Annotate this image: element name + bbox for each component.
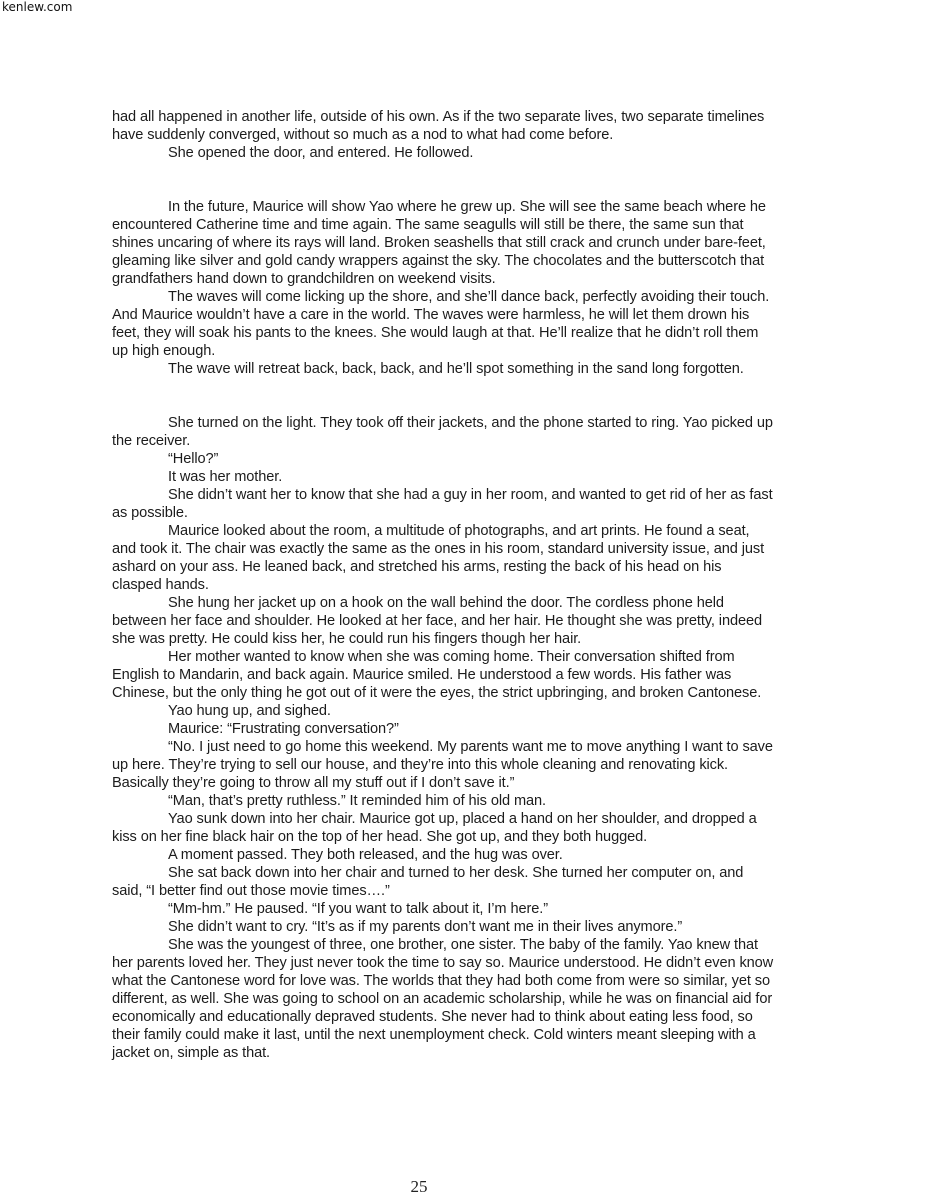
paragraph: “Hello?”	[168, 451, 219, 467]
page-body	[112, 108, 774, 1062]
paragraph: She didn’t want to cry. “It’s as if my parents don’t want me in their lives anymore.”	[168, 919, 683, 935]
paragraph: She sat back down into her chair and turned to her desk. She turned her computer on, and said, “I better find out those movie times….”	[112, 865, 744, 899]
watermark: kenlew.com	[2, 0, 73, 14]
paragraph: She opened the door, and entered. He followed.	[168, 145, 474, 161]
paragraph: Maurice looked about the room, a multitude of photographs, and art prints. He found a seat, and took it. The chair was exactly the same as the ones in his room, standard university issue, and just ashard on your ass. He leaned back, and stretched his arms, resting the back of his head on his clasped hands.	[112, 523, 765, 593]
paragraph: She hung her jacket up on a hook on the wall behind the door. The cordless phone held between her face and shoulder. He looked at her face, and her hair. He thought she was pretty, indeed she was pretty. He could kiss her, he could run his fingers though her hair.	[112, 595, 763, 647]
paragraph: “Man, that’s pretty ruthless.” It reminded him of his old man.	[168, 793, 546, 809]
page-number: 25	[410, 1177, 428, 1196]
paragraph: Maurice: “Frustrating conversation?”	[168, 721, 399, 737]
paragraph: Her mother wanted to know when she was coming home. Their conversation shifted from English to Mandarin, and back again. Maurice smiled. He understood a few words. His father was Chinese, but the only thing he got out of it were the eyes, the strict upbringing, and broken Cantonese.	[112, 649, 762, 701]
paragraph: She didn’t want her to know that she had a guy in her room, and wanted to get rid of her as fast as possible.	[112, 487, 773, 521]
paragraph: had all happened in another life, outside of his own. As if the two separate lives, two separate timelines have suddenly converged, without so much as a nod to what had come before.	[112, 109, 765, 143]
paragraph: She turned on the light. They took off their jackets, and the phone started to ring. Yao picked up the receiver.	[112, 415, 773, 449]
paragraph: Yao hung up, and sighed.	[168, 703, 331, 719]
paragraph: “Mm-hm.” He paused. “If you want to talk about it, I’m here.”	[168, 901, 548, 917]
paragraph: The wave will retreat back, back, back, and he’ll spot something in the sand long forgotten.	[168, 361, 744, 377]
paragraph: Yao sunk down into her chair. Maurice got up, placed a hand on her shoulder, and dropped a kiss on her fine black hair on the top of her head. She got up, and they both hugged.	[112, 811, 757, 845]
section-break	[112, 162, 774, 198]
paragraph: A moment passed. They both released, and the hug was over.	[168, 847, 563, 863]
section-break	[112, 378, 774, 414]
paragraph: The waves will come licking up the shore, and she’ll dance back, perfectly avoiding their touch. And Maurice wouldn’t have a care in the world. The waves were harmless, he will let them drown his feet, they will soak his pants to the knees. She would laugh at that. He’ll realize that he didn’t roll them up high enough.	[112, 289, 770, 359]
paragraph: She was the youngest of three, one brother, one sister. The baby of the family. Yao knew that her parents loved her. They just never took the time to say so. Maurice understood. He didn’t even know what the Cantonese word for love was. The worlds that they had both come from were so similar, yet so different, as well. She was going to school on an academic scholarship, while he was on financial aid for economically and educationally depraved students. She never had to think about eating less food, so their family could make it last, until the next unemployment check. Cold winters meant sleeping with a jacket on, simple as that.	[112, 937, 774, 1061]
paragraph: In the future, Maurice will show Yao where he grew up. She will see the same beach where he encountered Catherine time and time again. The same seagulls will still be there, the same sun that shines uncaring of where its rays will land. Broken seashells that still crack and crunch under bare-feet, gleaming like silver and gold candy wrappers against the sky. The chocolates and the butterscotch that grandfathers hand down to grandchildren on weekend visits.	[112, 199, 766, 287]
paragraph: “No. I just need to go home this weekend. My parents want me to move anything I want to save up here. They’re trying to sell our house, and they’re into this whole cleaning and renovating kick. Basically they’re going to throw all my stuff out if I don’t save it.”	[112, 739, 773, 791]
paragraph: It was her mother.	[168, 469, 283, 485]
